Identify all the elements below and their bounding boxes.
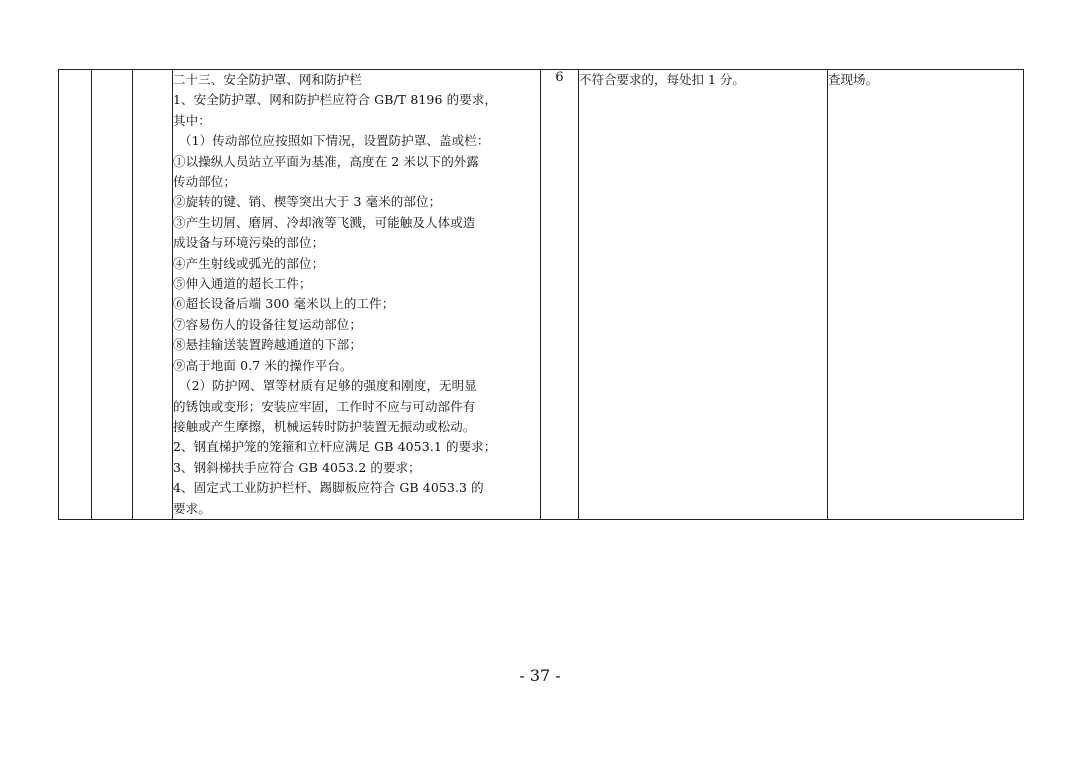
requirement-line: 要求。: [173, 500, 211, 516]
requirement-line: ⑧悬挂输送装置跨越通道的下部；: [173, 337, 363, 353]
requirement-line: （1）传动部位应按照如下情况，设置防护罩、盖或栏：: [179, 133, 490, 149]
requirement-line: 的锈蚀或变形；安装应牢固，工作时不应与可动部件有: [173, 398, 476, 414]
requirement-line: 3、钢斜梯扶手应符合 GB 4053.2 的要求；: [173, 459, 421, 475]
score-cell: 6: [541, 70, 579, 520]
requirement-line: ⑤伸入通道的超长工件；: [173, 276, 312, 292]
requirement-line: ⑨高于地面 0.7 米的操作平台。: [173, 357, 353, 373]
requirement-line: 1、安全防护罩、网和防护栏应符合 GB/T 8196 的要求，: [173, 92, 498, 108]
requirements-cell: [173, 70, 541, 520]
requirement-line: 2、钢直梯护笼的笼箍和立杆应满足 GB 4053.1 的要求；: [173, 439, 497, 455]
method-cell: 查现场。: [828, 70, 1024, 520]
standards-table: [58, 69, 1024, 520]
table-row: [59, 70, 1024, 520]
requirement-line: 成设备与环境污染的部位；: [173, 235, 325, 251]
requirement-line: （2）防护网、罩等材质有足够的强度和刚度，无明显: [179, 378, 477, 394]
blank-cell-1: [59, 70, 92, 520]
requirement-line: ②旋转的键、销、楔等突出大于 3 毫米的部位；: [173, 194, 442, 210]
requirement-line: 其中：: [173, 112, 211, 128]
requirement-line: ③产生切屑、磨屑、冷却液等飞溅，可能触及人体或造: [173, 214, 476, 230]
blank-cell-3: [133, 70, 173, 520]
deduction-cell: 不符合要求的，每处扣 1 分。: [579, 70, 828, 520]
requirements-text: [173, 70, 540, 519]
requirement-line: ⑦容易伤人的设备往复运动部位；: [173, 316, 363, 332]
requirement-line: ①以操纵人员站立平面为基准，高度在 2 米以下的外露: [173, 153, 480, 169]
requirement-line: ⑥超长设备后端 300 毫米以上的工件；: [173, 296, 395, 312]
requirement-line: 接触或产生摩擦，机械运转时防护装置无振动或松动。: [173, 418, 476, 434]
page-number: - 37 -: [519, 666, 561, 685]
requirement-line: 传动部位；: [173, 174, 237, 190]
requirement-line: 二十三、安全防护罩、网和防护栏: [173, 72, 363, 87]
blank-cell-2: [92, 70, 133, 520]
requirement-line: 4、固定式工业防护栏杆、踢脚板应符合 GB 4053.3 的: [173, 480, 484, 496]
requirement-line: ④产生射线或弧光的部位；: [173, 255, 325, 271]
